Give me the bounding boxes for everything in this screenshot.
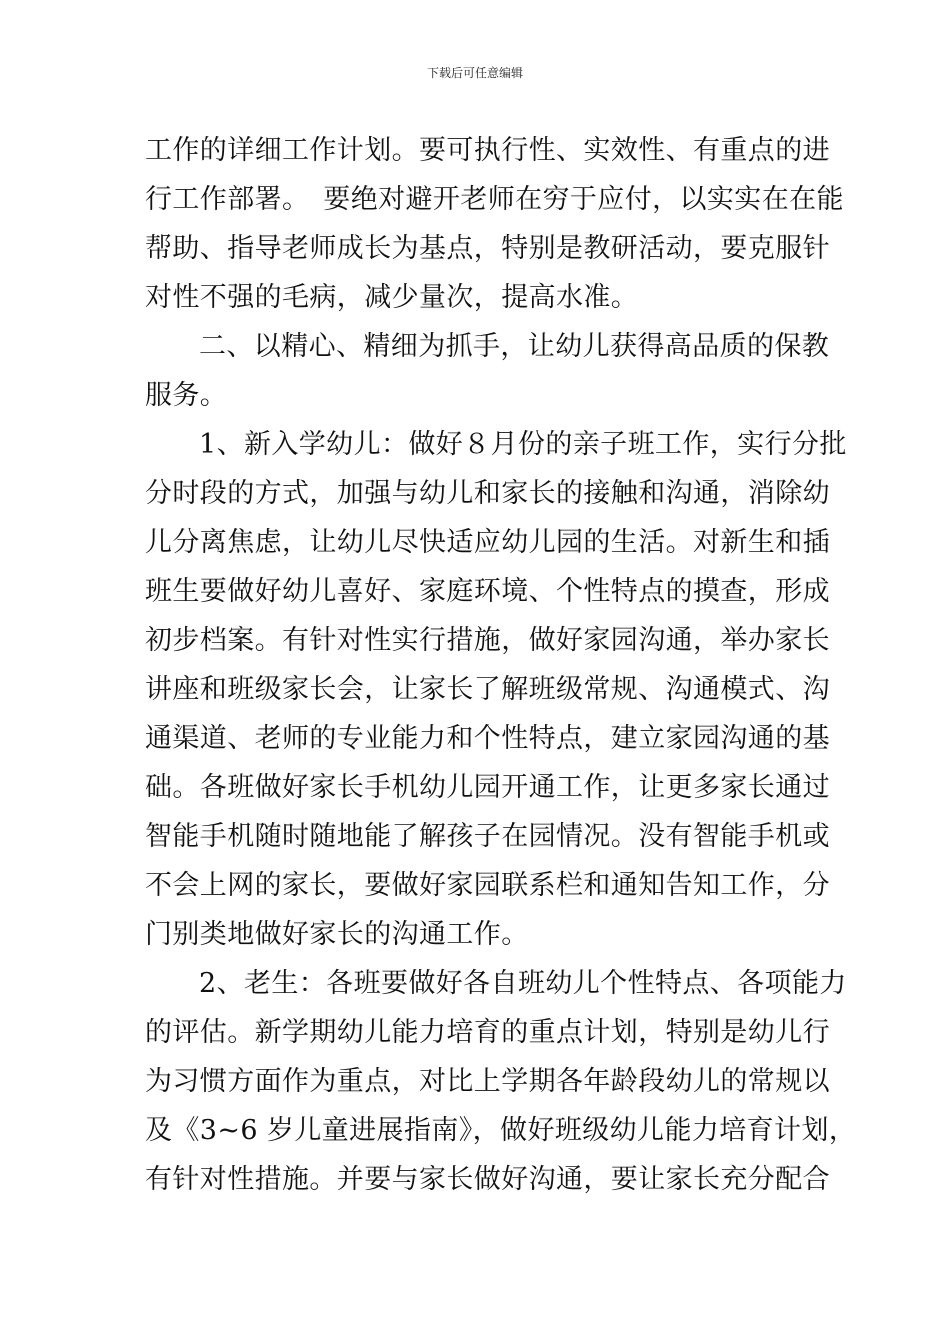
text-line: 通渠道、老师的专业能力和个性特点，建立家园沟通的基 [145, 723, 830, 754]
text-line: 对性不强的毛病，减少量次，提高水准。 [145, 282, 639, 313]
text-line: 不会上网的家长，要做好家园联系栏和通知告知工作，分 [145, 870, 830, 901]
text-line: 2、老生：各班要做好各自班幼儿个性特点、各项能力 [199, 968, 847, 999]
text-line: 儿分离焦虑，让幼儿尽快适应幼儿园的生活。对新生和插 [145, 527, 830, 558]
paragraph-old-students [145, 959, 857, 1204]
text-line: 帮助、指导老师成长为基点，特别是教研活动，要克服针 [145, 233, 830, 264]
document-body [145, 126, 857, 1204]
text-line: 班生要做好幼儿喜好、家庭环境、个性特点的摸查，形成 [145, 576, 830, 607]
text-line: 的评估。新学期幼儿能力培育的重点计划，特别是幼儿行 [145, 1017, 830, 1048]
text-line: 智能手机随时随地能了解孩子在园情况。没有智能手机或 [145, 821, 830, 852]
text-line: 初步档案。有针对性实行措施，做好家园沟通，举办家长 [145, 625, 830, 656]
text-line: 二、以精心、精细为抓手，让幼儿获得高品质的保教 [199, 331, 830, 362]
paragraph-work-plan [145, 126, 844, 322]
text-line: 为习惯方面作为重点，对比上学期各年龄段幼儿的常规以 [145, 1066, 830, 1097]
text-line: 门别类地做好家长的沟通工作。 [145, 919, 529, 950]
text-line: 行工作部署。 要绝对避开老师在穷于应付，以实实在在能 [145, 184, 844, 215]
text-line: 及《3~6 岁儿童进展指南》，做好班级幼儿能力培育计划， [145, 1115, 857, 1146]
text-line: 服务。 [145, 380, 228, 411]
text-line: 有针对性措施。并要与家长做好沟通，要让家长充分配合 [145, 1164, 830, 1195]
text-line: 础。各班做好家长手机幼儿园开通工作，让更多家长通过 [145, 772, 830, 803]
text-line: 分时段的方式，加强与幼儿和家长的接触和沟通，消除幼 [145, 478, 830, 509]
text-line: 1、新入学幼儿：做好８月份的亲子班工作，实行分批 [199, 429, 847, 460]
section-heading-two [145, 322, 830, 420]
paragraph-new-children [145, 420, 847, 959]
page-header: 下载后可任意编辑 [426, 66, 523, 80]
text-line: 讲座和班级家长会，让家长了解班级常规、沟通模式、沟 [145, 674, 830, 705]
text-line: 工作的详细工作计划。要可执行性、实效性、有重点的进 [145, 135, 830, 166]
